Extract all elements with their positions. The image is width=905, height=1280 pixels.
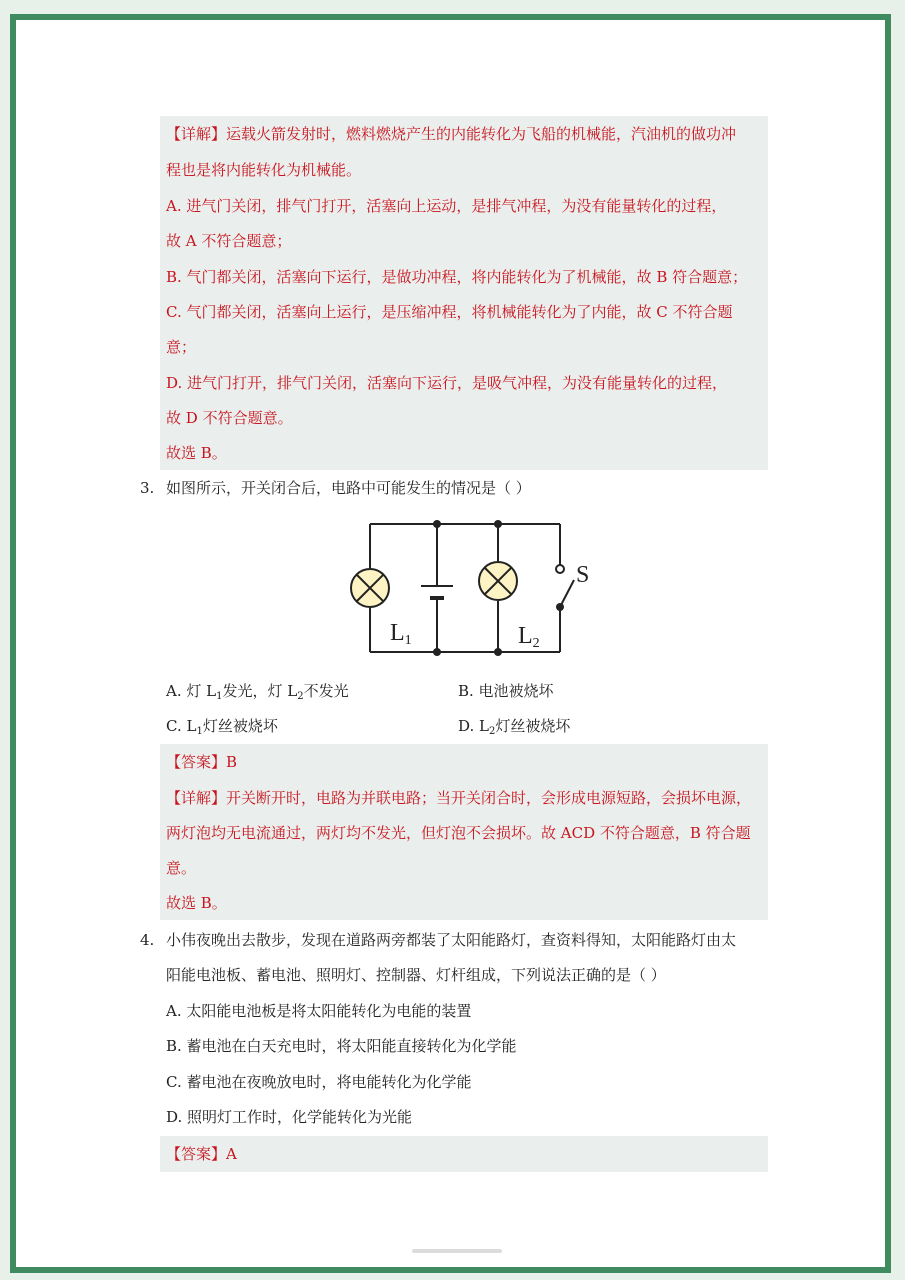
lamp-l1-icon [351,569,389,607]
lamp-l2-icon [479,562,517,600]
page-frame [10,14,891,1273]
detail-line: 【详解】开关断开时，电路为并联电路；当开关闭合时，会形成电源短路，会损坏电源， [166,789,752,807]
detail-line: B. 气门都关闭，活塞向下运行，是做功冲程，将内能转化为了机械能，故 B 符合题意； [166,268,748,286]
detail-line: 意。 [166,859,197,877]
option-a[interactable]: A. 灯 $L_1$发光，灯 $L_2$不发光 [166,682,349,702]
option-c[interactable]: C. $L_1$灯丝被烧坏 [166,717,278,737]
question-number: 4. [140,931,155,949]
question-number: 3. [140,479,155,497]
option-d[interactable]: D. $L_2$灯丝被烧坏 [458,717,571,737]
junction-dot [433,520,441,528]
detail-line: 【详解】运载火箭发射时，燃料燃烧产生的内能转化为飞船的机械能，汽油机的做功冲 [166,125,737,143]
choice-line: 故选 B。 [166,444,227,462]
junction-dot [494,520,502,528]
answer-line: 【答案】B [166,753,238,771]
question-stem: 如图所示，开关闭合后，电路中可能发生的情况是（ ） [166,479,531,497]
option-a[interactable]: A. 太阳能电池板是将太阳能转化为电能的装置 [166,1002,472,1020]
option-b[interactable]: B. 电池被烧坏 [458,682,554,700]
junction-dot [433,648,441,656]
answer-line: 【答案】A [166,1145,237,1163]
lamp1-label: L1 [390,620,412,648]
switch-label: S [576,562,590,588]
detail-tag: 【详解】 [166,789,227,807]
page [16,20,885,1267]
option-b[interactable]: B. 蓄电池在白天充电时，将太阳能直接转化为化学能 [166,1037,517,1055]
circuit-diagram [344,512,614,662]
junction-dot [494,648,502,656]
detail-line: C. 气门都关闭，活塞向上运行，是压缩冲程，将机械能转化为了内能，故 C 不符合题 [166,303,733,321]
detail-tag: 【详解】 [166,125,227,143]
detail-line: 故 D 不符合题意。 [166,409,293,427]
option-d[interactable]: D. 照明灯工作时，化学能转化为光能 [166,1108,413,1126]
question-stem: 阳能电池板、蓄电池、照明灯、控制器、灯杆组成，下列说法正确的是（ ） [166,966,666,984]
detail-line: D. 进气门打开，排气门关闭，活塞向下运行，是吸气冲程，为没有能量转化的过程， [166,374,728,392]
detail-line: 意； [166,338,197,356]
detail-line: 故 A 不符合题意； [166,232,292,250]
choice-line: 故选 B。 [166,894,227,912]
footer-mark [412,1249,502,1253]
detail-line: A. 进气门关闭，排气门打开，活塞向上运动，是排气冲程，为没有能量转化的过程， [166,197,727,215]
question-stem: 小伟夜晚出去散步，发现在道路两旁都装了太阳能路灯，查资料得知，太阳能路灯由太 [166,931,737,949]
option-c[interactable]: C. 蓄电池在夜晚放电时，将电能转化为化学能 [166,1073,472,1091]
lamp2-label: L2 [518,623,540,651]
switch-icon [556,565,574,611]
detail-line: 两灯泡均无电流通过，两灯均不发光，但灯泡不会损坏。故 ACD 不符合题意，B 符合题 [166,824,751,842]
detail-line: 程也是将内能转化为机械能。 [166,161,362,179]
